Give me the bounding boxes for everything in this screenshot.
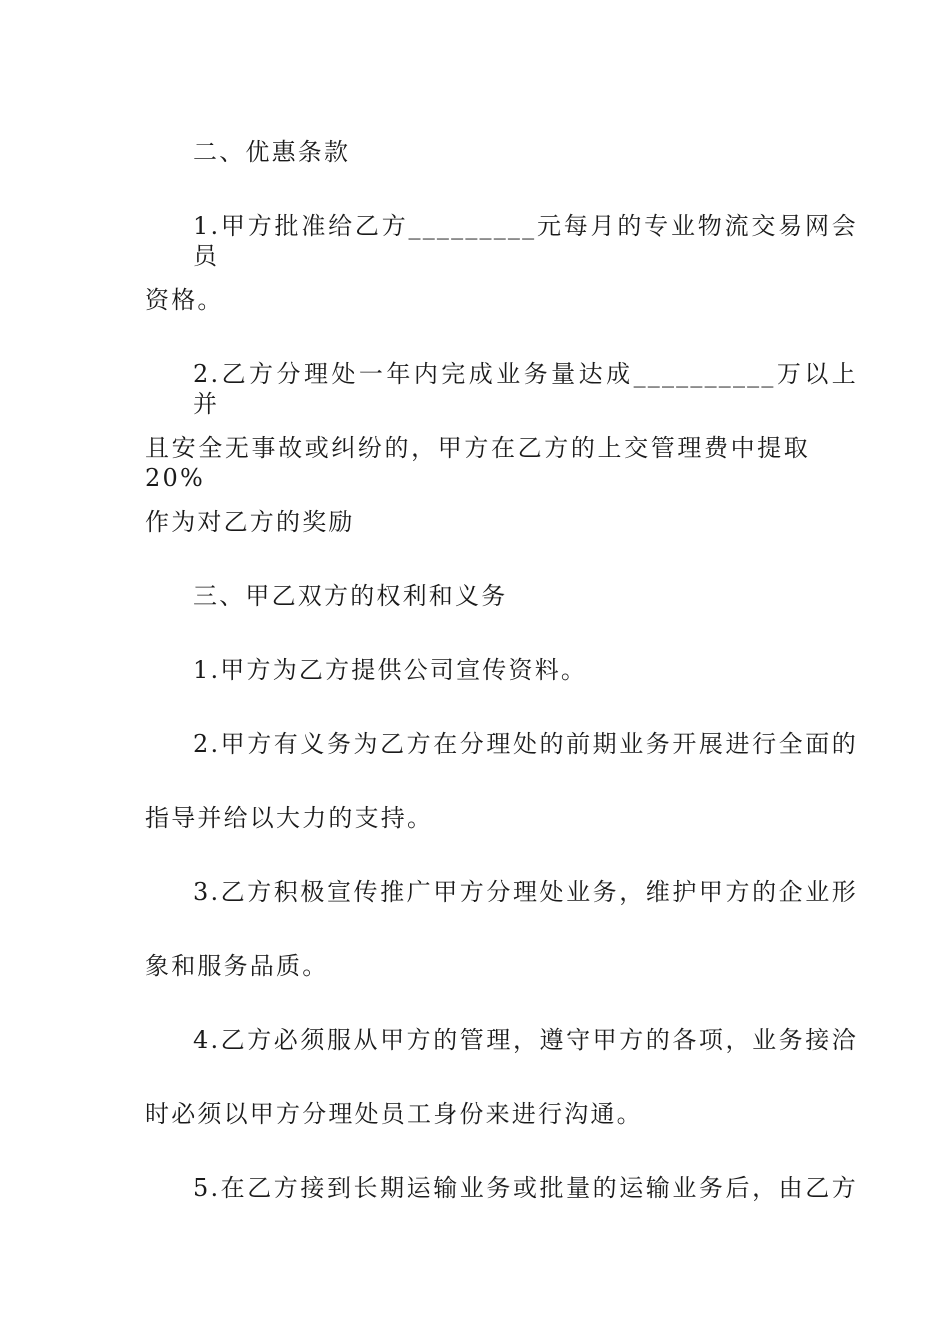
paragraph-line: 3.乙方积极宣传推广甲方分理处业务，维护甲方的企业形 <box>193 878 858 906</box>
paragraph-line: 资格。 <box>145 286 224 314</box>
paragraph-line: 时必须以甲方分理处员工身份来进行沟通。 <box>145 1100 643 1128</box>
paragraph-line: 作为对乙方的奖励 <box>145 508 355 536</box>
paragraph-line: 5.在乙方接到长期运输业务或批量的运输业务后，由乙方 <box>193 1174 858 1202</box>
paragraph-line: 1.甲方批准给乙方_________元每月的专业物流交易网会员 <box>193 212 858 270</box>
paragraph-line: 指导并给以大力的支持。 <box>145 804 434 832</box>
paragraph-line: 4.乙方必须服从甲方的管理，遵守甲方的各项，业务接洽 <box>193 1026 858 1054</box>
paragraph-line: 1.甲方为乙方提供公司宣传资料。 <box>193 656 588 684</box>
section-heading-rights-obligations: 三、甲乙双方的权利和义务 <box>193 582 508 610</box>
section-heading-discount-terms: 二、优惠条款 <box>193 138 351 166</box>
paragraph-line: 且安全无事故或纠纷的，甲方在乙方的上交管理费中提取 20% <box>145 434 810 492</box>
paragraph-line: 2.甲方有义务为乙方在分理处的前期业务开展进行全面的 <box>193 730 858 758</box>
paragraph-line: 2.乙方分理处一年内完成业务量达成__________万以上并 <box>193 360 858 418</box>
paragraph-line: 象和服务品质。 <box>145 952 329 980</box>
